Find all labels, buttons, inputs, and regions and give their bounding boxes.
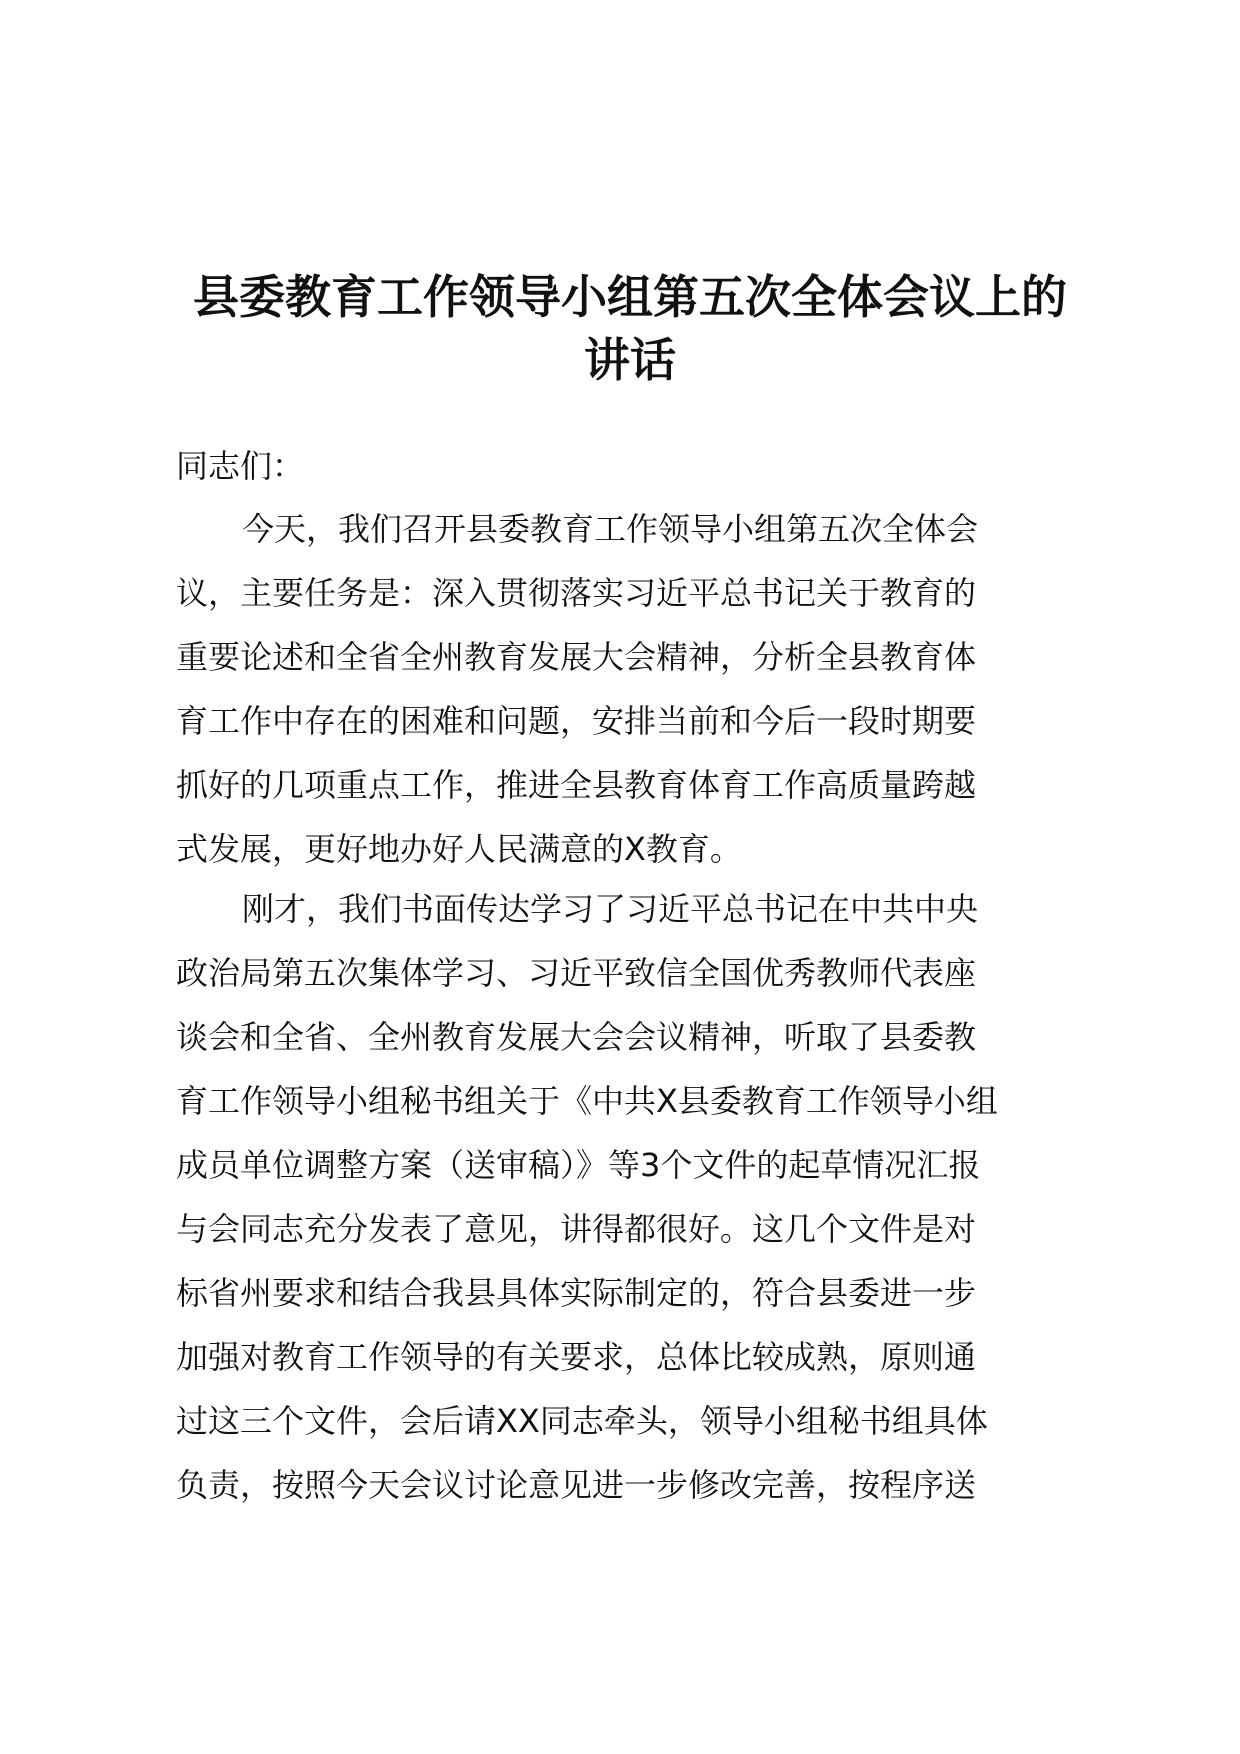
- title-line: 讲话: [584, 333, 676, 387]
- paragraph-line: 谈会和全省、全州教育发展大会会议精神，听取了县委教: [176, 1018, 977, 1056]
- paragraph-line: 与会同志充分发表了意见，讲得都很好。这几个文件是对: [176, 1210, 977, 1248]
- paragraph-line: 刚才，我们书面传达学习了习近平总书记在中共中央: [242, 890, 979, 928]
- title-line: 县委教育工作领导小组第五次全体会议上的: [193, 270, 1067, 324]
- paragraph-line: 议，主要任务是：深入贯彻落实习近平总书记关于教育的: [176, 574, 977, 612]
- paragraph-line: 负责，按照今天会议讨论意见进一步修改完善，按程序送: [176, 1466, 977, 1504]
- paragraph-line: 育工作中存在的困难和问题，安排当前和今后一段时期要: [176, 702, 977, 740]
- document-title: [160, 266, 1100, 392]
- paragraph-line: 过这三个文件，会后请XX同志牵头，领导小组秘书组具体: [176, 1402, 988, 1440]
- paragraph-line: 加强对教育工作领导的有关要求，总体比较成熟，原则通: [176, 1338, 977, 1376]
- paragraph-line: 重要论述和全省全州教育发展大会精神，分析全县教育体: [176, 638, 977, 676]
- paragraph-line: 育工作领导小组秘书组关于《中共X县委教育工作领导小组: [176, 1082, 998, 1120]
- paragraph-line: 抓好的几项重点工作，推进全县教育体育工作高质量跨越: [176, 766, 977, 804]
- paragraph-1: [176, 497, 1116, 881]
- paragraph-line: 今天，我们召开县委教育工作领导小组第五次全体会: [242, 510, 979, 548]
- paragraph-line: 式发展，更好地办好人民满意的X教育。: [176, 830, 742, 868]
- paragraph-2: [176, 877, 1116, 1517]
- paragraph-line: 标省州要求和结合我县具体实际制定的，符合县委进一步: [176, 1274, 977, 1312]
- greeting: 同志们：: [176, 447, 305, 485]
- paragraph-line: 政治局第五次集体学习、习近平致信全国优秀教师代表座: [176, 954, 977, 992]
- paragraph-line: 成员单位调整方案（送审稿）》等3个文件的起草情况汇报: [176, 1146, 981, 1184]
